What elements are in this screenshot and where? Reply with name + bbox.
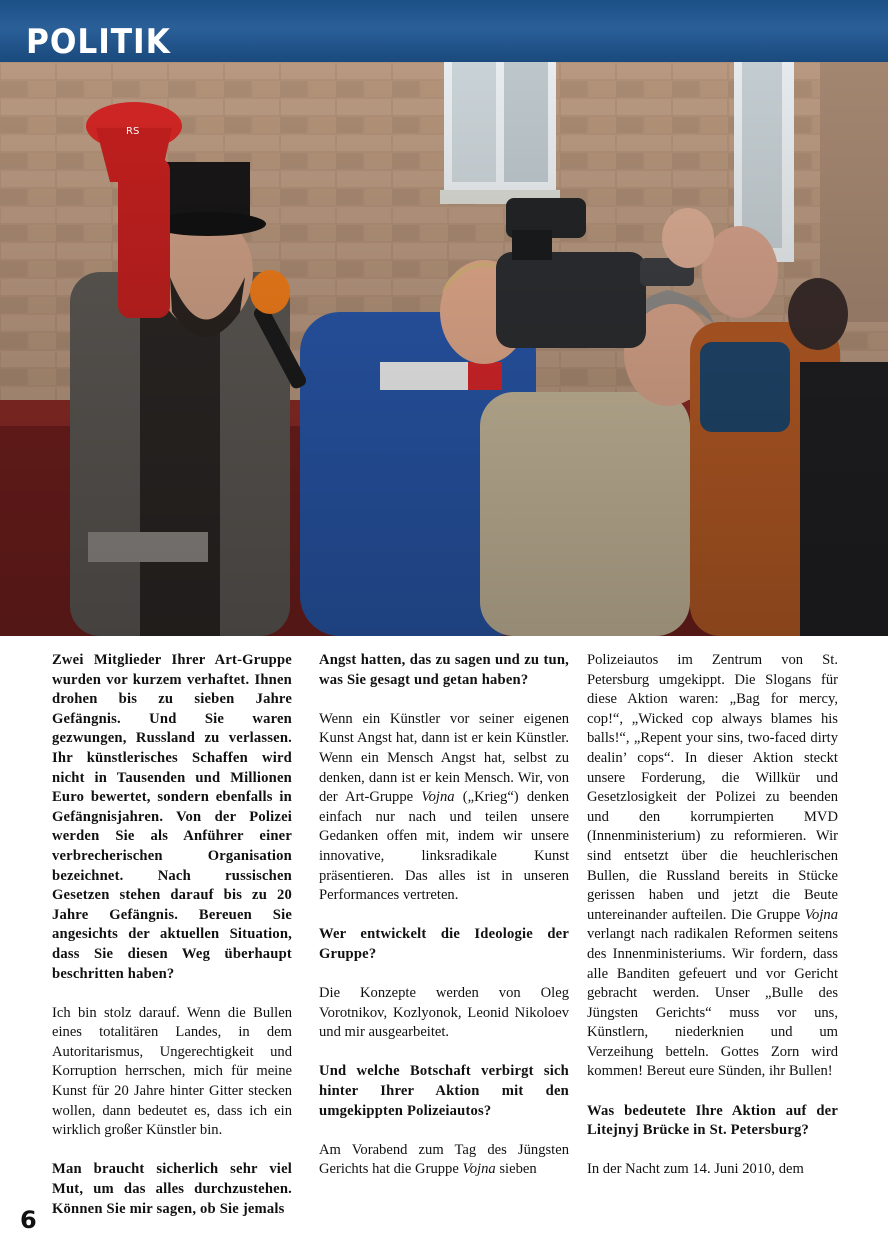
section-title: POLITIK — [26, 22, 171, 62]
interview-answer: In der Nacht zum 14. Juni 2010, dem — [587, 1161, 804, 1178]
interview-answer — [319, 1141, 569, 1180]
group-name: Vojna — [462, 1161, 496, 1178]
interview-answer — [319, 710, 569, 906]
answer-text: Am Vorabend zum Tag des Jüngsten Gerichts hat die Gruppe — [319, 1141, 569, 1178]
group-name: Vojna — [804, 906, 838, 923]
answer-text: Wenn ein Künstler vor seiner eigenen Kunst Angst hat, dann ist er kein Künstler. Wenn ein Mensch Angst hat, selbst zu denken, dann ist er kein Mensch. Wir, von der Art-Gruppe — [319, 710, 569, 806]
interview-question: Angst hatten, das zu sagen und zu tun, was Sie gesagt und getan haben? — [319, 652, 569, 688]
interview-answer: Ich bin stolz darauf. Wenn die Bullen eines totalitären Landes, in dem Autoritarismus, Ungerechtigkeit und Korruption herrschen, mich für meine Kunst für 20 Jahre hinter Gitter stecken wollen, dann bedeutet es, dass ich ein wirklich großer Künstler bin. — [52, 1004, 292, 1139]
interview-question: Zwei Mitglieder Ihrer Art-Gruppe wurden vor kurzem verhaftet. Ihnen drohen bis zu sieben Jahre Gefängnis. Und Sie waren gezwungen, Russland zu verlassen. Ihr künstlerisches Schaffen wird nicht in Tausenden und Millionen Euro bewertet, sondern ebenfalls in Gefängnisjahren. Von der Polizei werden Sie als Anführer einer verbrecherischen Organisation bezeichnet. Nach russischen Gesetzen stehen darauf bis zu 20 Jahre Gefängnis. Bereuen Sie angesichts der aktuellen Situation, dass Sie diesen Weg überhaupt beschritten haben? — [52, 652, 292, 982]
interview-question: Wer entwickelt die Ideologie der Gruppe? — [319, 926, 569, 962]
page-number: 6 — [20, 1206, 37, 1234]
answer-text: sieben — [495, 1161, 537, 1178]
answer-text: („Krieg“) denken einfach nur nach und teilen unsere Gedanken offen mit, indem wir unsere innovative, linksradikale Kunst präsentieren. Das alles ist in unseren Performances vertreten. — [319, 789, 569, 904]
text-column-1 — [52, 651, 292, 1239]
interview-question: Man braucht sicherlich sehr viel Mut, um das alles durchzustehen. Können Sie mir sagen, ob Sie jemals — [52, 1161, 292, 1217]
interview-answer — [587, 651, 838, 1082]
text-column-3 — [587, 651, 838, 1200]
interview-question: Was bedeutete Ihre Aktion auf der Litejnyj Brücke in St. Petersburg? — [587, 1102, 838, 1139]
answer-text: verlangt nach radikalen Reformen seitens des Innenministeriums. Wir fordern, dass alle Banditen gefeuert und vor Gericht gebracht werden. Unser „Bulle des Jüngsten Gerichts“ muss vor uns, Künstlern, niederknien und um Verzeihung betteln. Gottes Zorn wird kommen! Bereut eure Sünden, ihr Bullen! — [587, 926, 838, 1080]
text-column-2 — [319, 651, 569, 1200]
interview-answer: Die Konzepte werden von Oleg Vorotnikov, Kozlyonok, Leonid Nikoloev und mir ausgearbeitet. — [319, 985, 569, 1041]
answer-text: Polizeiautos im Zentrum von St. Petersburg umgekippt. Die Slogans für diese Aktion waren: „Bag for mercy, cop!“, „Wicked cop always blames his balls!“, „Repent your sins, two-faced dirty dealin’ cops“. In dieser Aktion steckt unsere Forderung, die Willkür und Gesetzlosigkeit der Polizei zu beenden und den korrumpierten MVD (Innenministerium) zu reformieren. Wir sind entsetzt über die heuchlerischen Bullen, die Russland bereits in Stücke gerissen haben und jetzt die Beute untereinander aufteilen. Die Gruppe — [587, 652, 838, 923]
article-photo — [0, 62, 888, 636]
interview-question: Und welche Botschaft verbirgt sich hinter Ihrer Aktion mit den umgekippten Polizeiautos? — [319, 1063, 569, 1119]
group-name: Vojna — [421, 789, 455, 806]
